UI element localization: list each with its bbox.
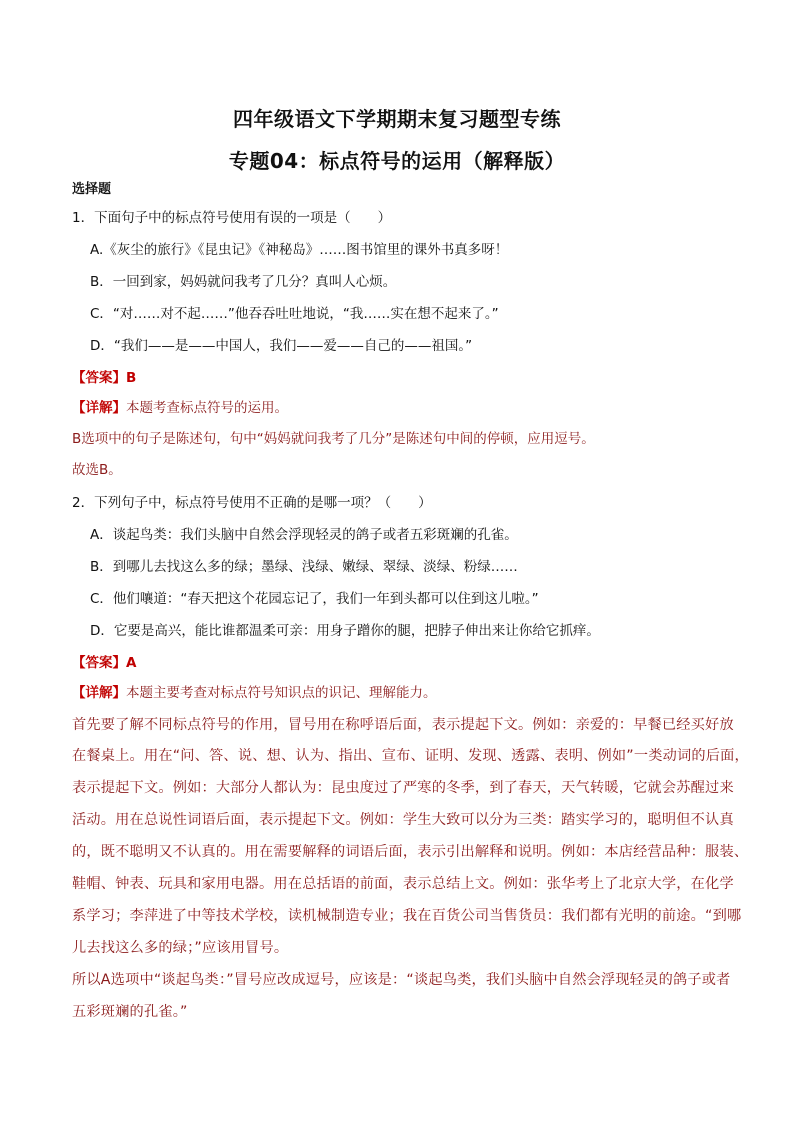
- explanation-line: 五彩斑斓的孔雀。”: [72, 1004, 188, 1020]
- question-2-option-a: A．谈起鸟类：我们头脑中自然会浮现轻灵的鸽子或者五彩斑斓的孔雀。: [90, 527, 518, 543]
- question-2-stem: 2．下列句子中，标点符号使用不正确的是哪一项？（ ）: [72, 495, 432, 511]
- document-title: 四年级语文下学期期末复习题型专练: [233, 107, 561, 131]
- question-2-option-d: D．它要是高兴，能比谁都温柔可亲：用身子蹭你的腿，把脖子伸出来让你给它抓痒。: [90, 623, 600, 639]
- explanation-line: 所以A选项中“谈起鸟类：”冒号应改成逗号，应该是：“谈起鸟类，我们头脑中自然会浮现轻灵的鸽子或者: [72, 972, 731, 988]
- question-2-option-c: C．他们嚷道：“春天把这个花园忘记了，我们一年到头都可以住到这儿啦。”: [90, 591, 539, 607]
- explanation-line: 表示提起下文。例如：大部分人都认为：昆虫度过了严寒的冬季，到了春天，天气转暖，它就会苏醒过来: [72, 780, 734, 796]
- question-1-analysis: B选项中的句子是陈述句，句中“妈妈就问我考了几分”是陈述句中间的停顿，应用逗号。: [72, 431, 595, 447]
- detail-text: 本题主要考查对标点符号知识点的识记、理解能力。: [126, 685, 437, 701]
- question-1-conclusion: 故选B。: [72, 462, 122, 478]
- question-1-option-a: A.《灰尘的旅行》《昆虫记》《神秘岛》……图书馆里的课外书真多呀！: [90, 242, 509, 258]
- detail-label: 【详解】: [72, 400, 126, 416]
- explanation-line: 的，既不聪明又不认真的。用在需要解释的词语后面，表示引出解释和说明。例如：本店经营品种：服装、: [72, 844, 749, 860]
- explanation-line: 活动。用在总说性词语后面，表示提起下文。例如：学生大致可以分为三类：踏实学习的，聪明但不认真: [72, 812, 734, 828]
- question-2-detail: [72, 683, 437, 703]
- explanation-line: 儿去找这么多的绿；”应该用冒号。: [72, 940, 289, 956]
- question-1-stem: 1．下面句子中的标点符号使用有误的一项是（ ）: [72, 210, 392, 226]
- question-2-answer: 【答案】A: [72, 655, 137, 671]
- explanation-line: 鞋帽、钟表、玩具和家用电器。用在总括语的前面，表示总结上文。例如：张华考上了北京大学，在化学: [72, 876, 734, 892]
- question-2-option-b: B．到哪儿去找这么多的绿；墨绿、浅绿、嫩绿、翠绿、淡绿、粉绿……: [90, 559, 518, 575]
- explanation-line: 系学习；李萍进了中等技术学校，读机械制造专业；我在百货公司当售货员：我们都有光明的前途。“到哪: [72, 908, 742, 924]
- question-1-answer: 【答案】B: [72, 370, 137, 386]
- document-subtitle: 专题04：标点符号的运用（解释版）: [228, 149, 566, 173]
- question-1-detail: [72, 398, 288, 418]
- question-1-option-b: B．一回到家，妈妈就问我考了几分？真叫人心烦。: [90, 274, 397, 290]
- explanation-line: 在餐桌上。用在“问、答、说、想、认为、指出、宣布、证明、发现、透露、表明、例如”一类动词的后面，: [72, 748, 749, 764]
- detail-label: 【详解】: [72, 685, 126, 701]
- explanation-line: 首先要了解不同标点符号的作用，冒号用在称呼语后面，表示提起下文。例如：亲爱的：早餐已经买好放: [72, 717, 734, 733]
- section-heading: 选择题: [72, 182, 112, 197]
- question-1-option-d: D．“我们——是——中国人，我们——爱——自己的——祖国。”: [90, 338, 473, 354]
- question-1-option-c: C．“对……对不起……”他吞吞吐吐地说，“我……实在想不起来了。”: [90, 306, 499, 322]
- detail-text: 本题考查标点符号的运用。: [126, 400, 288, 416]
